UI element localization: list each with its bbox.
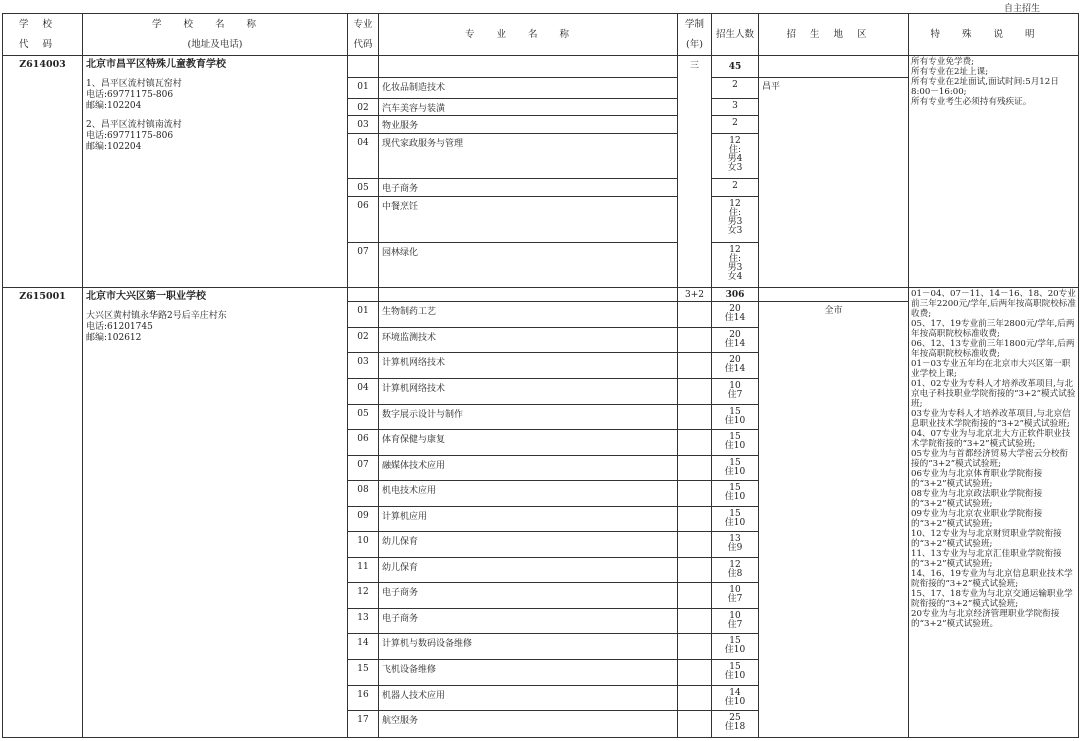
major-code: 17 [348, 711, 379, 738]
enrollment-line: 住8 [727, 568, 743, 579]
header-school-name: 学校名称 (地址及电话) [83, 14, 348, 56]
header-region: 招生地区 [759, 14, 909, 56]
major-code: 06 [348, 430, 379, 456]
enrollment-line: 10 [729, 380, 741, 391]
table-body [3, 56, 1079, 738]
enrollment-line: 女3 [727, 226, 743, 237]
enrollment-line: 20 [729, 329, 741, 340]
header-notes: 特殊说明 [909, 14, 1079, 56]
duration-empty [678, 634, 712, 660]
header-major-name: 专业名称 [379, 14, 678, 56]
major-enrollment [712, 243, 759, 288]
major-code: 03 [348, 116, 379, 133]
duration-empty [678, 506, 712, 532]
major-enrollment [712, 583, 759, 609]
duration-empty [678, 532, 712, 558]
major-name: 电子商务 [379, 583, 678, 609]
major-name-empty [379, 56, 678, 78]
duration-empty [678, 481, 712, 507]
major-name: 物业服务 [379, 116, 678, 133]
enrollment-line: 住7 [727, 594, 743, 605]
enrollment-line: 住14 [724, 313, 746, 324]
enrollment-line: 住10 [724, 671, 746, 681]
enrollment-line: 住10 [724, 415, 746, 426]
school-total-enrollment: 45 [712, 56, 759, 78]
enrollment-line: 15 [729, 662, 741, 672]
duration-empty [678, 557, 712, 583]
major-name: 航空服务 [379, 711, 678, 738]
duration-empty [678, 302, 712, 328]
major-enrollment [712, 178, 759, 196]
school-campus-address: 大兴区黄村镇永华路2号后辛庄村东 电话:61201745 邮编:102612 [86, 311, 227, 344]
enrollment-line: 住: [728, 254, 742, 265]
duration-empty [678, 378, 712, 404]
major-enrollment [712, 481, 759, 507]
major-name: 现代家政服务与管理 [379, 133, 678, 178]
major-name: 园林绿化 [379, 243, 678, 288]
major-name: 计算机与数码设备维修 [379, 634, 678, 660]
school-info [83, 56, 348, 288]
major-name: 幼儿保育 [379, 557, 678, 583]
major-code: 01 [348, 302, 379, 328]
school-campus-address: 1、昌平区流村镇瓦窑村 电话:69771175-806 邮编:102204 [86, 79, 182, 111]
enrollment-line: 女3 [727, 162, 743, 173]
enrollment-line: 20 [729, 304, 741, 315]
major-code: 07 [348, 243, 379, 288]
major-enrollment [712, 430, 759, 456]
major-code: 12 [348, 583, 379, 609]
major-enrollment [712, 327, 759, 353]
major-enrollment [712, 608, 759, 634]
major-code: 01 [348, 78, 379, 98]
enrollment-line: 15 [729, 636, 741, 647]
major-code: 02 [348, 327, 379, 353]
enrollment-line: 2 [732, 118, 738, 129]
header-duration: 学制 (年) [678, 14, 712, 56]
enrollment-line: 住14 [724, 364, 746, 375]
major-code: 05 [348, 178, 379, 196]
region-empty [759, 288, 909, 302]
enrollment-table [2, 13, 1079, 738]
major-code-empty [348, 288, 379, 302]
major-code: 05 [348, 404, 379, 430]
page-corner-label: 自主招生 [1003, 4, 1040, 14]
major-code: 09 [348, 506, 379, 532]
major-name: 计算机应用 [379, 506, 678, 532]
enrollment-line: 住7 [727, 389, 743, 400]
major-code-empty [348, 56, 379, 78]
enrollment-line: 25 [729, 713, 741, 724]
major-code: 07 [348, 455, 379, 481]
major-name: 环境监测技术 [379, 327, 678, 353]
enrollment-line: 20 [729, 355, 741, 366]
enrollment-line: 2 [732, 80, 738, 91]
enrollment-line: 15 [729, 483, 741, 494]
header-enrollment: 招生人数 [712, 14, 759, 56]
duration-empty [678, 608, 712, 634]
school-duration: 三 [678, 56, 712, 288]
school-info [83, 288, 348, 738]
major-name-empty [379, 288, 678, 302]
major-name: 电子商务 [379, 608, 678, 634]
enrollment-line: 2 [732, 180, 738, 191]
major-code: 06 [348, 197, 379, 243]
table-header-row [3, 14, 1079, 56]
major-enrollment [712, 98, 759, 115]
major-enrollment [712, 455, 759, 481]
enrollment-line: 住14 [724, 338, 746, 349]
major-name: 计算机网络技术 [379, 353, 678, 379]
major-enrollment [712, 378, 759, 404]
school-code: Z615001 [3, 288, 83, 738]
major-enrollment [712, 404, 759, 430]
enrollment-line: 住10 [724, 492, 746, 503]
major-name: 化妆品制造技术 [379, 78, 678, 98]
enrollment-line: 12 [729, 199, 741, 210]
school-duration: 3+2 [678, 288, 712, 302]
school-name: 北京市大兴区第一职业学校 [86, 291, 206, 303]
enrollment-line: 14 [729, 687, 741, 698]
enrollment-line: 住: [728, 208, 742, 219]
major-name: 数字展示设计与制作 [379, 404, 678, 430]
enrollment-line: 15 [729, 508, 741, 519]
major-code: 04 [348, 378, 379, 404]
major-enrollment [712, 634, 759, 660]
enrollment-line: 12 [729, 135, 741, 146]
major-code: 03 [348, 353, 379, 379]
major-enrollment [712, 302, 759, 328]
enrollment-line: 3 [732, 100, 738, 111]
major-enrollment [712, 685, 759, 711]
enrollment-region: 昌平 [759, 78, 909, 288]
major-code: 15 [348, 660, 379, 686]
enrollment-line: 住9 [727, 543, 743, 554]
duration-empty [678, 685, 712, 711]
enrollment-line: 10 [729, 610, 741, 621]
major-name: 电子商务 [379, 178, 678, 196]
major-name: 幼儿保育 [379, 532, 678, 558]
major-code: 13 [348, 608, 379, 634]
duration-empty [678, 583, 712, 609]
major-enrollment [712, 506, 759, 532]
major-name: 飞机设备维修 [379, 660, 678, 686]
major-code: 14 [348, 634, 379, 660]
major-enrollment [712, 353, 759, 379]
header-major-code: 专业 代码 [348, 14, 379, 56]
major-name: 中餐烹饪 [379, 197, 678, 243]
enrollment-line: 住: [728, 144, 742, 155]
enrollment-region: 全市 [759, 302, 909, 738]
major-code: 11 [348, 557, 379, 583]
major-name: 生物制药工艺 [379, 302, 678, 328]
enrollment-line: 住10 [724, 696, 746, 707]
major-enrollment [712, 78, 759, 98]
enrollment-line: 住10 [724, 441, 746, 452]
enrollment-line: 15 [729, 406, 741, 417]
major-enrollment [712, 557, 759, 583]
school-row [3, 288, 1079, 302]
major-name: 融媒体技术应用 [379, 455, 678, 481]
enrollment-line: 12 [729, 245, 741, 256]
enrollment-line: 男4 [727, 153, 743, 164]
major-code: 10 [348, 532, 379, 558]
enrollment-line: 13 [729, 534, 741, 545]
enrollment-line: 男3 [727, 263, 743, 274]
enrollment-line: 15 [729, 457, 741, 468]
duration-empty [678, 404, 712, 430]
major-enrollment [712, 711, 759, 738]
major-name: 计算机网络技术 [379, 378, 678, 404]
enrollment-line: 女4 [727, 272, 743, 283]
special-notes: 01－04、07－11、14－16、18、20专业前三年2200元/学年,后两年按高职院校标准收费; 05、17、19专业前三年2800元/学年,后两年按高职院校标准收费; 06、12、13专业前三年1800元/学年,后两年按高职院校标准收费; 01－03专业五年均在北京市大兴区第一职业学校上课; 01、02专业为专科人才培养改革项目,与北京电子科技职业学院衔接的“3+2”模式试验班; 03专业为专科人才培养改革项目,与北京信息职业技术学院衔接的“3+2”模式试验班; 04、07专业为与北京北大方正软件职业技术学院衔接的“3+2”模式试验班; 05专业为与首都经济贸易大学密云分校衔接的“3+2”模式试验班; 06专业为与北京体育职业学院衔接的“3+2”模式试验班; 08专业为与北京政法职业学院衔接的“3+2”模式试验班; 09专业为与北京农业职业学院衔接的“3+2”模式试验班; 10、12专业为与北京财贸职业学院衔接的“3+2”模式试验班; 11、13专业为与北京汇佳职业学院衔接的“3+2”模式试验班; 14、16、19专业为与北京信息职业技术学院衔接的“3+2”模式试验班; 15、17、18专业为与北京交通运输职业学院衔接的“3+2”模式试验班; 20专业为与北京经济管理职业学院衔接的“3+2”模式试验班。 [909, 288, 1079, 738]
major-name: 体育保健与康复 [379, 430, 678, 456]
region-empty [759, 56, 909, 78]
enrollment-line: 10 [729, 585, 741, 596]
enrollment-line: 住10 [724, 466, 746, 477]
enrollment-line: 住10 [724, 645, 746, 656]
duration-empty [678, 353, 712, 379]
enrollment-line: 住7 [727, 619, 743, 630]
major-enrollment [712, 532, 759, 558]
major-code: 04 [348, 133, 379, 178]
enrollment-line: 男3 [727, 217, 743, 228]
school-total-enrollment: 306 [712, 288, 759, 302]
major-code: 02 [348, 98, 379, 115]
major-name: 机器人技术应用 [379, 685, 678, 711]
major-name: 汽车美容与装潢 [379, 98, 678, 115]
special-notes: 所有专业免学费; 所有专业在2址上课; 所有专业在2址面试,面试时间:5月12日8:00－16:00; 所有专业考生必须持有残疾证。 [909, 56, 1079, 288]
enrollment-line: 住18 [724, 722, 746, 733]
major-name: 机电技术应用 [379, 481, 678, 507]
enrollment-line: 12 [729, 559, 741, 570]
school-name: 北京市昌平区特殊儿童教育学校 [86, 59, 226, 70]
school-row [3, 56, 1079, 78]
major-enrollment [712, 133, 759, 178]
major-enrollment [712, 660, 759, 686]
enrollment-line: 住10 [724, 517, 746, 528]
school-campus-address: 2、昌平区流村镇南流村 电话:69771175-806 邮编:102204 [86, 120, 182, 152]
major-code: 08 [348, 481, 379, 507]
enrollment-line: 15 [729, 432, 741, 443]
duration-empty [678, 430, 712, 456]
duration-empty [678, 455, 712, 481]
major-code: 16 [348, 685, 379, 711]
duration-empty [678, 327, 712, 353]
duration-empty [678, 660, 712, 686]
duration-empty [678, 711, 712, 738]
major-enrollment [712, 116, 759, 133]
header-school-code: 学校 代码 [3, 14, 83, 56]
school-code: Z614003 [3, 56, 83, 288]
major-enrollment [712, 197, 759, 243]
